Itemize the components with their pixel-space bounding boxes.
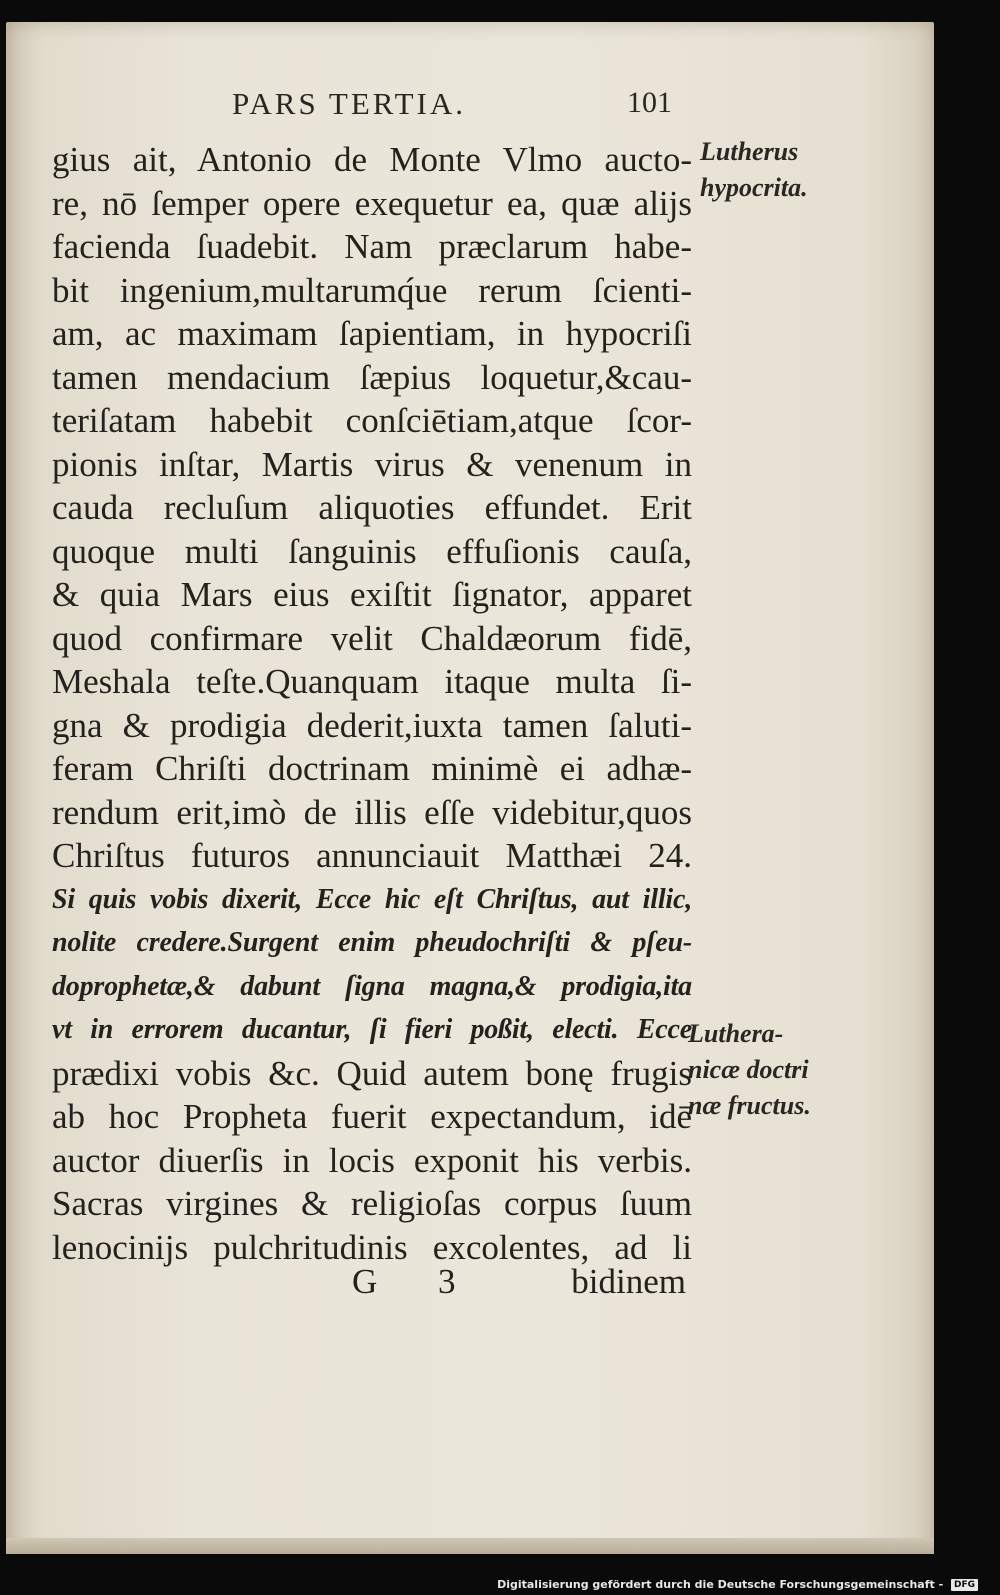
credit-text: Digitalisierung gefördert durch die Deutsche Forschungsgemeinschaft - <box>497 1578 944 1591</box>
text-line: bit ingenium,multarumq́ue rerum ſcienti- <box>52 270 692 310</box>
running-title: PARS TERTIA. <box>232 86 466 121</box>
body-text <box>52 138 692 1269</box>
text-line: pionis inſtar, Martis virus & venenum in <box>52 444 692 484</box>
margin-note-lutherus <box>700 134 808 206</box>
dfg-logo: DFG <box>951 1579 978 1591</box>
catchword: bidinem <box>571 1262 686 1301</box>
text-line: am, ac maximam ſapientiam, in hypocriſi <box>52 314 692 353</box>
margin-note-line: Luthera- <box>688 1019 784 1048</box>
text-line: gius ait, Antonio de Monte Vlmo aucto- <box>52 140 692 179</box>
page-edge <box>6 1538 934 1554</box>
text-line: & quia Mars eius exiſtit ſignator, apparet <box>52 575 692 614</box>
text-line: teriſatam habebit conſciētiam,atque ſcor- <box>52 401 692 440</box>
page-number: 101 <box>627 86 672 119</box>
page-footer <box>290 1262 686 1312</box>
margin-note-line: næ fructus. <box>688 1091 811 1120</box>
italic-quote-line: doprophetæ,& dabunt ſigna magna,& prodigia,ita <box>52 970 692 1002</box>
margin-note-line: Lutherus <box>700 137 799 166</box>
text-line: Meshala teſte.Quanquam itaque multa ſi- <box>52 662 692 701</box>
text-line: facienda ſuadebit. Nam præclarum habe- <box>52 227 692 266</box>
text-line: re, nō ſemper opere exequetur ea, quæ alijs <box>52 183 692 223</box>
margin-note-line: hypocrita. <box>700 173 808 202</box>
text-line: lenocinijs pulchritudinis excolentes, ad li <box>52 1227 692 1267</box>
text-line: prædixi vobis &c. Quid autem bonę frugis <box>52 1053 692 1093</box>
text-line: quoque multi ſanguinis effuſionis cauſa, <box>52 531 692 571</box>
text-line: tamen mendacium ſæpius loquetur,&cau- <box>52 357 692 397</box>
italic-quote-line: nolite credere.Surgent enim pheudochriſti & pſeu- <box>52 927 692 958</box>
margin-note-line: nicæ doctri <box>688 1055 809 1084</box>
text-line: ab hoc Propheta fuerit expectandum, idē <box>52 1097 692 1136</box>
text-line: Chriſtus futuros annunciauit Matthæi 24. <box>52 836 692 875</box>
italic-quote-line: Si quis vobis dixerit, Ecce hic eſt Chriſtus, aut illic, <box>52 883 692 915</box>
text-line: quod confirmare velit Chaldæorum fidē, <box>52 618 692 658</box>
text-line: Sacras virgines & religioſas corpus ſuum <box>52 1184 692 1223</box>
italic-quote-line: vt in errorem ducantur, ſi fieri poßit, electi. Ecce <box>52 1014 692 1045</box>
text-line: rendum erit,imò de illis eſſe videbitur,quos <box>52 792 692 832</box>
page-header <box>232 86 672 126</box>
signature-mark: G <box>352 1262 378 1301</box>
signature-number: 3 <box>438 1262 456 1301</box>
text-line: cauda recluſum aliquoties effundet. Erit <box>52 488 692 527</box>
digitization-credit <box>497 1578 978 1591</box>
text-line: auctor diuerſis in locis exponit his verbis. <box>52 1140 692 1180</box>
text-line: feram Chriſti doctrinam minimè ei adhæ- <box>52 749 692 788</box>
margin-note-lutheranae <box>688 1016 811 1124</box>
text-line: gna & prodigia dederit,iuxta tamen ſaluti- <box>52 705 692 745</box>
